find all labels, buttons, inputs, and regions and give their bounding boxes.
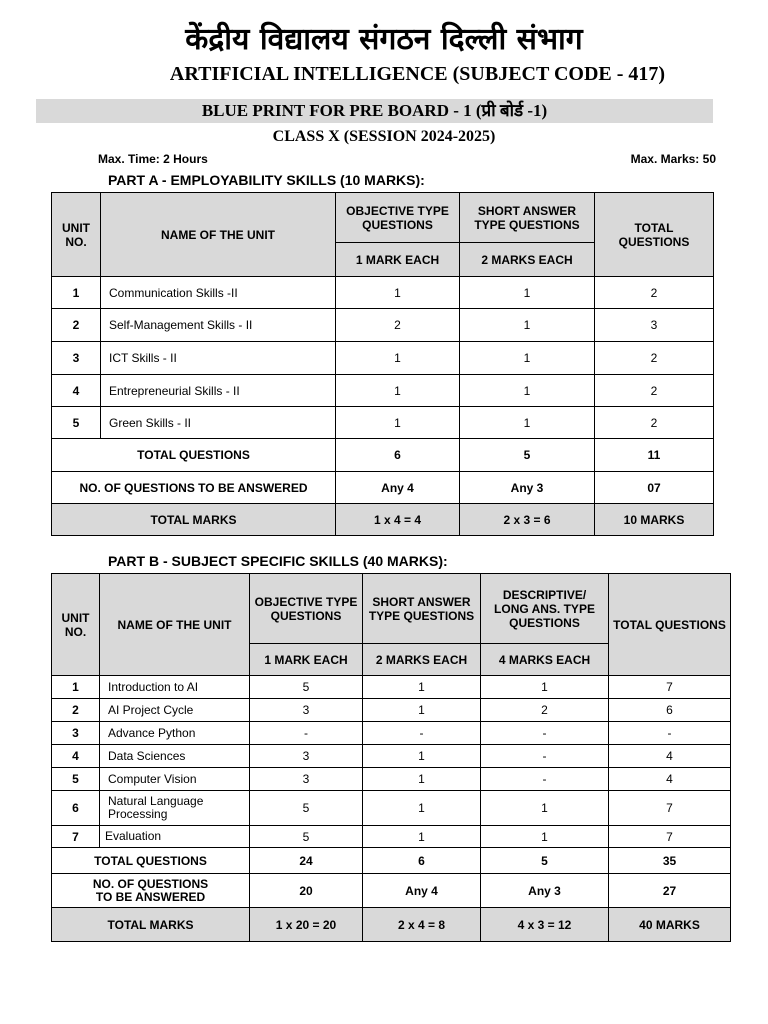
to-answer-label: NO. OF QUESTIONS TO BE ANSWERED <box>52 874 250 908</box>
objective-count: - <box>250 722 363 745</box>
header-unit-no: UNIT NO. <box>52 193 101 277</box>
to-answer-row <box>52 874 731 908</box>
long-count: - <box>481 722 609 745</box>
objective-count: 5 <box>250 791 363 826</box>
total-count: 2 <box>595 407 714 439</box>
objective-count: 2 <box>336 309 460 342</box>
table-row <box>52 699 731 722</box>
header-short-answer: SHORT ANSWER TYPE QUESTIONS <box>363 574 481 644</box>
total-questions-label: TOTAL QUESTIONS <box>52 848 250 874</box>
max-marks: Max. Marks: 50 <box>630 152 716 166</box>
total-marks-row <box>52 504 714 536</box>
part-a-table <box>51 192 714 536</box>
total-count: 2 <box>595 342 714 375</box>
total-long: 5 <box>481 848 609 874</box>
unit-name: Evaluation <box>100 826 250 848</box>
marks-total: 40 MARKS <box>609 908 731 942</box>
total-marks-label: TOTAL MARKS <box>52 504 336 536</box>
unit-name: Green Skills - II <box>101 407 336 439</box>
objective-count: 3 <box>250 745 363 768</box>
short-count: 1 <box>460 407 595 439</box>
table-row <box>52 791 731 826</box>
total-all: 11 <box>595 439 714 472</box>
unit-name: Communication Skills -II <box>101 277 336 309</box>
answer-objective: Any 4 <box>336 472 460 504</box>
answer-total: 07 <box>595 472 714 504</box>
unit-name: Computer Vision <box>100 768 250 791</box>
unit-name: Self-Management Skills - II <box>101 309 336 342</box>
objective-count: 5 <box>250 826 363 848</box>
objective-count: 3 <box>250 699 363 722</box>
short-count: 1 <box>363 745 481 768</box>
total-count: 4 <box>609 745 731 768</box>
header-short-marks: 2 MARKS EACH <box>460 243 595 277</box>
to-answer-label: NO. OF QUESTIONS TO BE ANSWERED <box>52 472 336 504</box>
unit-no: 2 <box>52 309 101 342</box>
total-count: 2 <box>595 277 714 309</box>
unit-no: 4 <box>52 745 100 768</box>
total-questions-label: TOTAL QUESTIONS <box>52 439 336 472</box>
table-row <box>52 277 714 309</box>
answer-total: 27 <box>609 874 731 908</box>
total-objective: 24 <box>250 848 363 874</box>
table-row <box>52 407 714 439</box>
long-count: 1 <box>481 826 609 848</box>
unit-no: 4 <box>52 375 101 407</box>
long-count: 1 <box>481 676 609 699</box>
max-time: Max. Time: 2 Hours <box>98 152 208 166</box>
short-count: 1 <box>363 699 481 722</box>
table-row <box>52 722 731 745</box>
short-count: 1 <box>460 375 595 407</box>
total-count: 3 <box>595 309 714 342</box>
short-count: 1 <box>363 768 481 791</box>
unit-name: AI Project Cycle <box>100 699 250 722</box>
total-count: 7 <box>609 791 731 826</box>
part-b-table <box>51 573 731 942</box>
part-a-heading: PART A - EMPLOYABILITY SKILLS (10 MARKS): <box>108 172 425 188</box>
unit-name: Data Sciences <box>100 745 250 768</box>
to-answer-row <box>52 472 714 504</box>
answer-long: Any 3 <box>481 874 609 908</box>
marks-objective: 1 x 4 = 4 <box>336 504 460 536</box>
objective-count: 1 <box>336 407 460 439</box>
unit-no: 7 <box>52 826 100 848</box>
header-short-answer: SHORT ANSWER TYPE QUESTIONS <box>460 193 595 243</box>
unit-no: 1 <box>52 676 100 699</box>
total-count: 2 <box>595 375 714 407</box>
total-count: 4 <box>609 768 731 791</box>
table-row <box>52 826 731 848</box>
long-count: - <box>481 768 609 791</box>
objective-count: 5 <box>250 676 363 699</box>
long-count: 2 <box>481 699 609 722</box>
table-row <box>52 676 731 699</box>
short-count: 1 <box>363 826 481 848</box>
blueprint-banner: BLUE PRINT FOR PRE BOARD - 1 (प्री बोर्ड -1) <box>36 99 713 123</box>
short-count: 1 <box>460 309 595 342</box>
total-short: 6 <box>363 848 481 874</box>
table-row <box>52 342 714 375</box>
unit-name: Entrepreneurial Skills - II <box>101 375 336 407</box>
objective-count: 1 <box>336 342 460 375</box>
marks-short: 2 x 3 = 6 <box>460 504 595 536</box>
header-total-questions: TOTAL QUESTIONS <box>595 193 714 277</box>
header-objective: OBJECTIVE TYPE QUESTIONS <box>336 193 460 243</box>
header-objective: OBJECTIVE TYPE QUESTIONS <box>250 574 363 644</box>
marks-total: 10 MARKS <box>595 504 714 536</box>
unit-no: 5 <box>52 407 101 439</box>
answer-objective: 20 <box>250 874 363 908</box>
header-objective-marks: 1 MARK EACH <box>250 644 363 676</box>
objective-count: 3 <box>250 768 363 791</box>
unit-no: 2 <box>52 699 100 722</box>
table-row <box>52 309 714 342</box>
unit-name: Advance Python <box>100 722 250 745</box>
header-short-marks: 2 MARKS EACH <box>363 644 481 676</box>
unit-name: ICT Skills - II <box>101 342 336 375</box>
unit-no: 3 <box>52 342 101 375</box>
header-objective-marks: 1 MARK EACH <box>336 243 460 277</box>
marks-long: 4 x 3 = 12 <box>481 908 609 942</box>
unit-no: 1 <box>52 277 101 309</box>
header-unit-name: NAME OF THE UNIT <box>100 574 250 676</box>
total-marks-label: TOTAL MARKS <box>52 908 250 942</box>
hindi-title: केंद्रीय विद्यालय संगठन दिल्ली संभाग <box>185 22 583 57</box>
long-count: 1 <box>481 791 609 826</box>
total-count: - <box>609 722 731 745</box>
marks-objective: 1 x 20 = 20 <box>250 908 363 942</box>
part-b-heading: PART B - SUBJECT SPECIFIC SKILLS (40 MARKS): <box>108 553 448 569</box>
header-descriptive-marks: 4 MARKS EACH <box>481 644 609 676</box>
total-all: 35 <box>609 848 731 874</box>
total-marks-row <box>52 908 731 942</box>
total-questions-row <box>52 439 714 472</box>
objective-count: 1 <box>336 375 460 407</box>
header-descriptive: DESCRIPTIVE/ LONG ANS. TYPE QUESTIONS <box>481 574 609 644</box>
header-total-questions: TOTAL QUESTIONS <box>609 574 731 676</box>
answer-short: Any 3 <box>460 472 595 504</box>
total-questions-row <box>52 848 731 874</box>
short-count: 1 <box>363 676 481 699</box>
unit-no: 6 <box>52 791 100 826</box>
unit-no: 3 <box>52 722 100 745</box>
total-count: 7 <box>609 826 731 848</box>
short-count: 1 <box>363 791 481 826</box>
long-count: - <box>481 745 609 768</box>
objective-count: 1 <box>336 277 460 309</box>
total-count: 7 <box>609 676 731 699</box>
short-count: 1 <box>460 277 595 309</box>
marks-short: 2 x 4 = 8 <box>363 908 481 942</box>
unit-name: Introduction to AI <box>100 676 250 699</box>
unit-no: 5 <box>52 768 100 791</box>
header-unit-no: UNIT NO. <box>52 574 100 676</box>
short-count: 1 <box>460 342 595 375</box>
subject-title: ARTIFICIAL INTELLIGENCE (SUBJECT CODE - 417) <box>169 63 666 85</box>
table-row <box>52 768 731 791</box>
answer-short: Any 4 <box>363 874 481 908</box>
table-row <box>52 745 731 768</box>
header-unit-name: NAME OF THE UNIT <box>101 193 336 277</box>
total-count: 6 <box>609 699 731 722</box>
total-objective: 6 <box>336 439 460 472</box>
short-count: - <box>363 722 481 745</box>
table-row <box>52 375 714 407</box>
class-session: CLASS X (SESSION 2024-2025) <box>272 128 496 145</box>
unit-name: Natural Language Processing <box>100 791 250 826</box>
total-short: 5 <box>460 439 595 472</box>
